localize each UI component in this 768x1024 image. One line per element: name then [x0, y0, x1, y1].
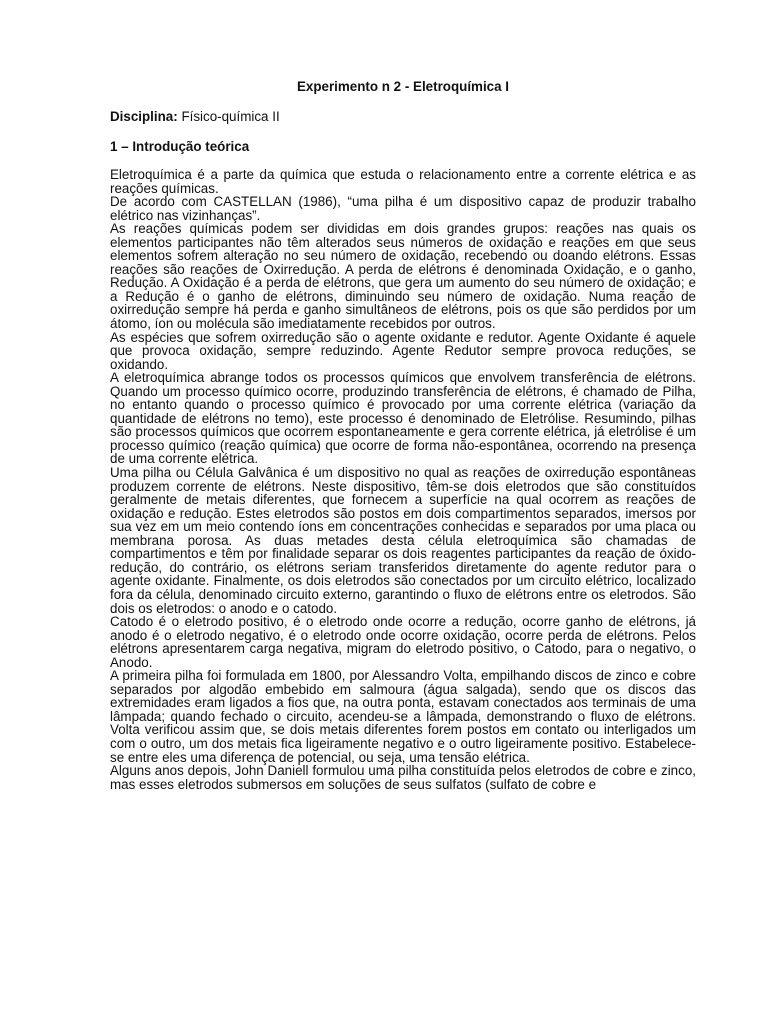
paragraph: Alguns anos depois, John Daniell formulou uma pilha constituída pelos eletrodos de cobre e zinco, mas esses eletrodos submersos em soluções de seus sulfatos (sulfato de cobre e — [110, 763, 696, 792]
paragraph: De acordo com CASTELLAN (1986), “uma pilha é um dispositivo capaz de produzir trabalho elétrico nas vizinhanças”. — [110, 194, 696, 223]
discipline-line — [110, 109, 696, 125]
body-text — [110, 168, 696, 791]
paragraph: As reações químicas podem ser divididas em dois grandes grupos: reações nas quais os elementos participantes não têm alterados seus números de oxidação e reações em que seus elementos sofrem alteração no seu número de oxidação, recebendo ou doando elétrons. Essas reações são reações de Oxirredução. A perda de elétrons é denominada Oxidação, e o ganho, Redução. A Oxidação é a perda de elétrons, que gera um aumento do seu número de oxidação; e a Redução é o ganho de elétrons, diminuindo seu número de oxidação. Numa reação de oxirredução sempre há perda e ganho simultâneos de elétrons, pois os que são perdidos por um átomo, íon ou molécula são imediatamente recebidos por outros. — [110, 221, 696, 332]
paragraph: As espécies que sofrem oxirredução são o agente oxidante e redutor. Agente Oxidante é aquele que provoca oxidação, sempre reduzindo. Agente Redutor sempre provoca reduções, se oxidando. — [110, 329, 696, 372]
paragraph: A eletroquímica abrange todos os processos químicos que envolvem transferência de elétrons. Quando um processo químico ocorre, produzindo transferência de elétrons, é chamado de Pilha, no entanto quando o processo químico é provocado por uma corrente elétrica (variação da quantidade de elétrons no temo), este processo é denominado de Eletrólise. Resumindo, pilhas são processos químicos que ocorrem espontaneamente e gera corrente elétrica, já eletrólise é um processo químico (reação química) que ocorre de forma não-espontânea, ocorrendo na presença de uma corrente elétrica. — [110, 370, 696, 467]
paragraph: A primeira pilha foi formulada em 1800, por Alessandro Volta, empilhando discos de zinco e cobre separados por algodão embebido em salmoura (água salgada), sendo que os discos das extremidades eram ligados a fios que, na outra ponta, estavam conectados aos terminais de uma lâmpada; quando fechado o circuito, acendeu-se a lâmpada, demonstrando o fluxo de elétrons. Volta verificou assim que, se dois metais diferentes forem postos em contato ou interligados um com o outro, um dos metais fica ligeiramente negativo e o outro ligeiramente positivo. Estabelece-se entre eles uma diferença de potencial, ou seja, uma tensão elétrica. — [110, 668, 696, 765]
document-page — [110, 79, 696, 791]
discipline-value: Físico-química II — [177, 109, 280, 124]
section-heading: 1 – Introdução teórica — [110, 139, 250, 154]
discipline-label: Disciplina: — [110, 109, 178, 124]
document-title: Experimento n 2 - Eletroquímica I — [296, 79, 510, 94]
paragraph: Uma pilha ou Célula Galvânica é um dispositivo no qual as reações de oxirredução espontâneas produzem corrente de elétrons. Neste dispositivo, têm-se dois eletrodos que são constituídos geralmente de metais diferentes, que fornecem a superfície na qual ocorrem as reações de oxidação e redução. Estes eletrodos são postos em dois compartimentos separados, imersos por sua vez em um meio contendo íons em concentrações conhecidas e separados por uma placa ou membrana porosa. As duas metades desta célula eletroquímica são chamadas de compartimentos e têm por finalidade separar os dois reagentes participantes da reação de óxido-redução, do contrário, os elétrons seriam transferidos diretamente do agente redutor para o agente oxidante. Finalmente, os dois eletrodos são conectados por um circuito elétrico, localizado fora da célula, denominado circuito externo, garantindo o fluxo de elétrons entre os eletrodos. São dois os eletrodos: o anodo e o catodo. — [110, 465, 696, 616]
paragraph: Eletroquímica é a parte da química que estuda o relacionamento entre a corrente elétrica e as reações químicas. — [110, 167, 696, 196]
paragraph: Catodo é o eletrodo positivo, é o eletrodo onde ocorre a redução, ocorre ganho de elétrons, já anodo é o eletrodo negativo, é o eletrodo onde ocorre oxidação, ocorre perda de elétrons. Pelos elétrons apresentarem carga negativa, migram do eletrodo positivo, o Catodo, para o negativo, o Anodo. — [110, 614, 696, 670]
